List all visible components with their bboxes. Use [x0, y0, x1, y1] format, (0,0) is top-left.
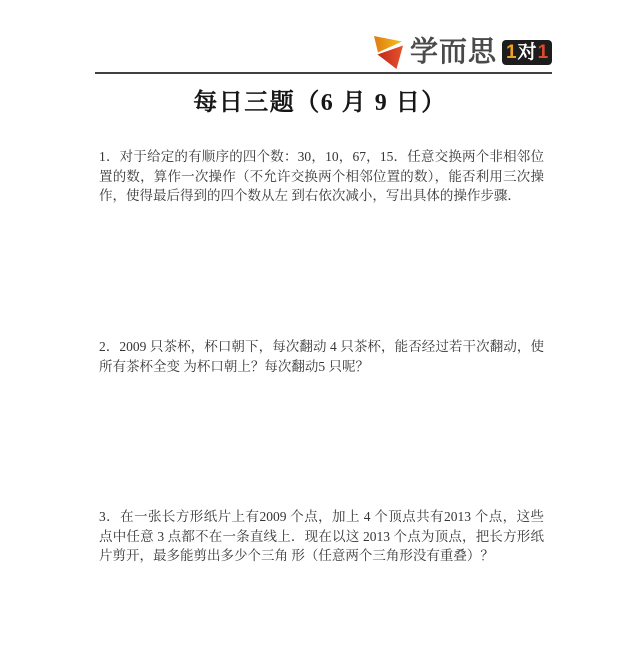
page-title: 每日三题（6 月 9 日） — [193, 90, 447, 116]
problem-3-text: 3．在一张长方形纸片上有2009 个点，加上 4 个顶点共有2013 个点，这些点中任意 3 点都不在一条直线上．现在以这 2013 个点为顶点，把长方形纸片剪开，最多能剪出多少个三角 形（任意两个三角形没有重叠）？ — [99, 509, 544, 563]
brand-name: 学而思 — [410, 35, 498, 68]
badge-dui: 对 — [517, 41, 537, 63]
brand-badge-1dui1 — [502, 40, 552, 65]
badge-first-one: 1 — [506, 41, 517, 63]
brand-logo — [368, 34, 552, 70]
xueersi-k-icon — [368, 35, 405, 70]
header-divider — [95, 72, 552, 74]
problem-2-text: 2．2009 只茶杯，杯口朝下，每次翻动 4 只茶杯，能否经过若干次翻动，使所有茶杯全变 为杯口朝上？每次翻动5 只呢？ — [99, 339, 544, 374]
badge-last-one: 1 — [537, 41, 549, 63]
problem-1-text: 1．对于给定的有顺序的四个数：30，10，67，15．任意交换两个非相邻位置的数，算作一次操作（不允许交换两个相邻位置的数），能否利用三次操作，使得最后得到的四个数从左 到右依次减小，写出具体的操作步骤． — [99, 149, 544, 203]
